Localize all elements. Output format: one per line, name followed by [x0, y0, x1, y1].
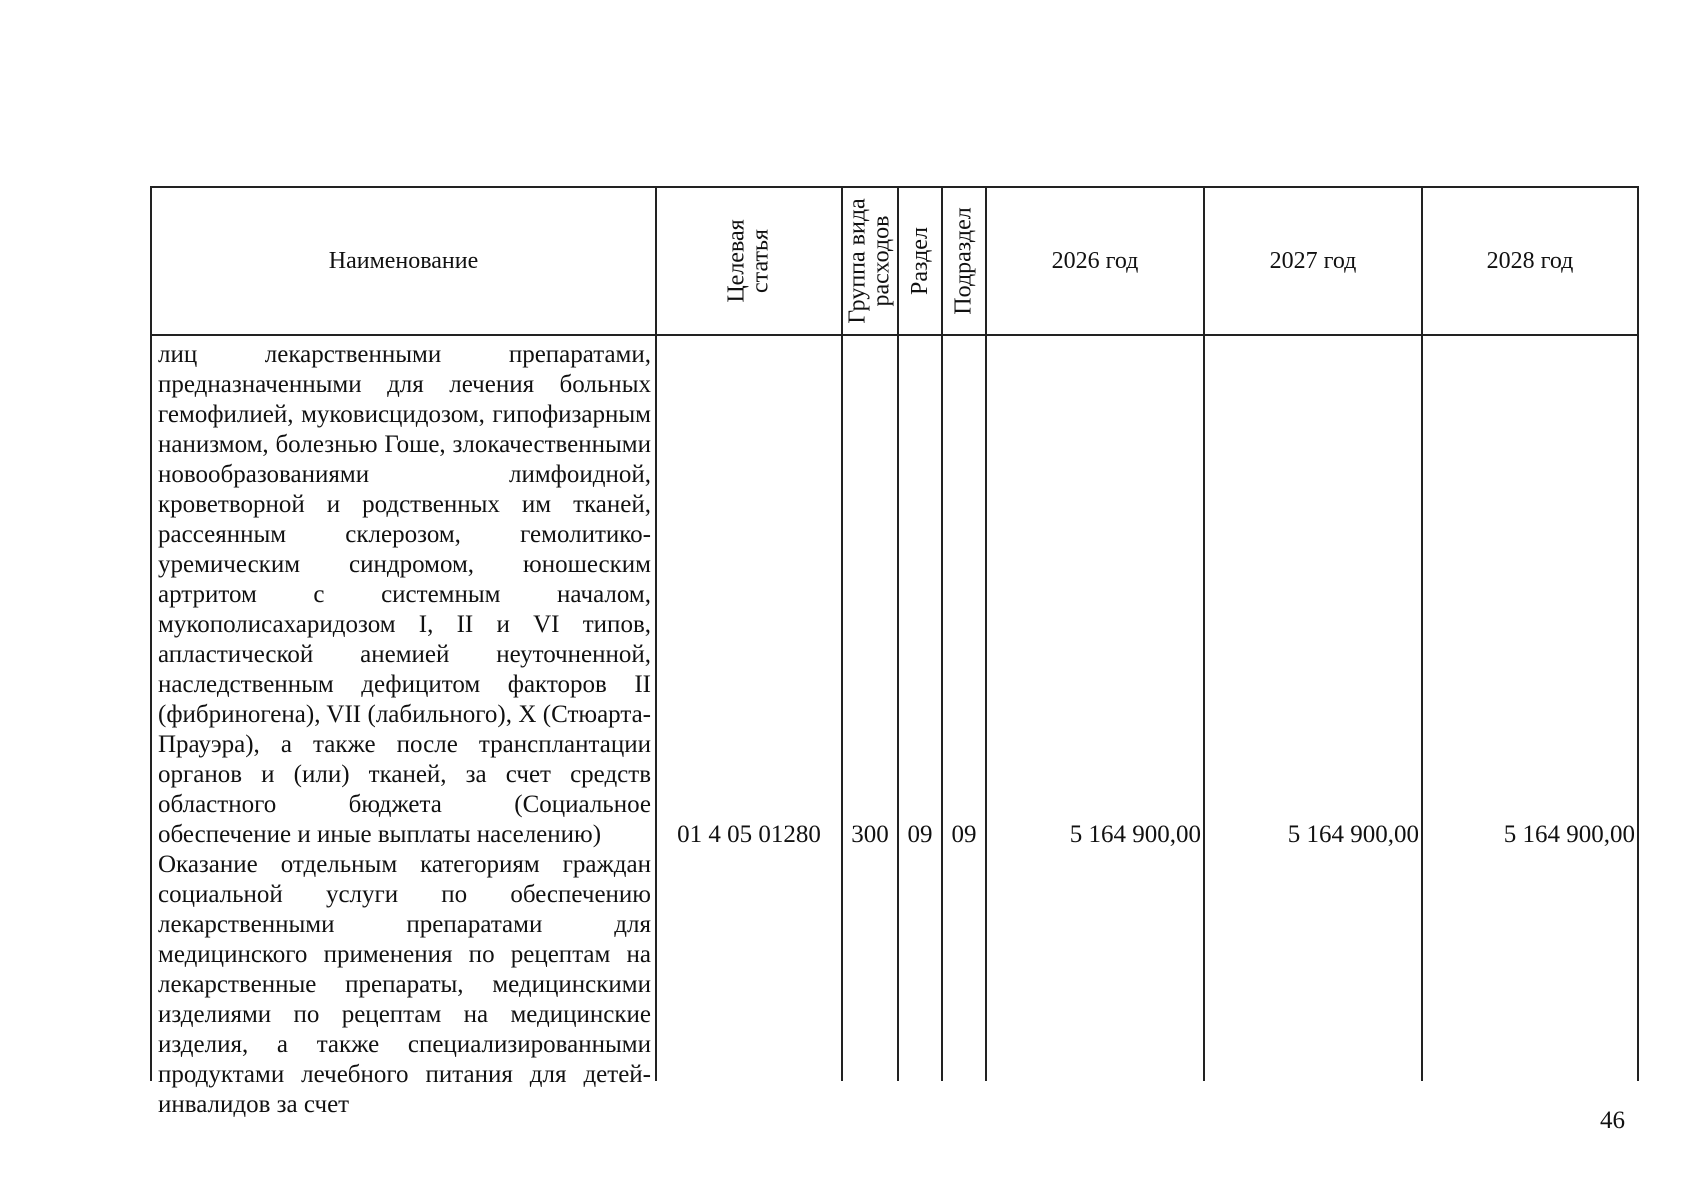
header-name-label: Наименование [328, 247, 479, 274]
page-number: 46 [1600, 1107, 1625, 1134]
header-target-article-line1: Целевая [723, 219, 750, 303]
header-target-article-label [725, 219, 773, 302]
header-expense-group-line2: расходов [869, 215, 895, 307]
header-expense-group-line1: Группа вида [845, 198, 871, 324]
row-target-article: 01 4 05 01280 [677, 821, 821, 848]
cell-description [150, 336, 655, 1118]
header-year-2027 [1203, 186, 1421, 336]
cell-amount-2027 [1203, 336, 1421, 1081]
header-section [897, 186, 941, 336]
header-year-2026 [985, 186, 1203, 336]
row-subsection: 09 [951, 821, 977, 848]
header-year-2028 [1421, 186, 1639, 336]
header-target-article [655, 186, 841, 336]
row-section: 09 [907, 821, 933, 848]
cell-amount-2028 [1421, 336, 1639, 1081]
cell-subsection [941, 336, 985, 1081]
header-year-2027-label: 2027 год [1269, 247, 1357, 274]
header-expense-group [841, 186, 897, 336]
header-section-label: Раздел [907, 227, 934, 295]
header-subsection [941, 186, 985, 336]
header-year-2028-label: 2028 год [1486, 247, 1574, 274]
row-description: лиц лекарственными препаратами, предназначенными для лечения больных гемофилией, муковисцидозом, гипофизарным нанизмом, болезнью Гоше, злокачественными новообразованиями лимфоидной, кроветворной и родственных им тканей, рассеянным склерозом, гемолитико-уремическим синдромом, юношеским артритом с системным началом, мукополисахаридозом I, II и VI типов, апластической анемией неуточненной, наследственным дефицитом факторов II (фибриногена), VII (лабильного), X (Стюарта-Прауэра), а также после трансплантации органов и (или) тканей, за счет средств областного бюджета (Социальное обеспечение и иные выплаты населению) Оказание отдельным категориям граждан социальной услуги по обеспечению лекарственными препаратами для медицинского применения по рецептам на лекарственные препараты, медицинскими изделиями по рецептам на медицинские изделия, а также специализированными продуктами лечебного питания для детей-инвалидов за счет [158, 341, 651, 1118]
row-expense-group: 300 [851, 821, 889, 848]
header-subsection-label: Подраздел [951, 207, 978, 315]
row-amount-2028: 5 164 900,00 [1503, 821, 1635, 848]
budget-table [150, 186, 1639, 1118]
cell-target-article [655, 336, 841, 1081]
header-name [150, 186, 655, 336]
header-expense-group-label [846, 198, 894, 323]
row-amount-2026: 5 164 900,00 [1069, 821, 1201, 848]
row-amount-2027: 5 164 900,00 [1287, 821, 1419, 848]
cell-amount-2026 [985, 336, 1203, 1081]
cell-expense-group [841, 336, 897, 1081]
header-year-2026-label: 2026 год [1051, 247, 1139, 274]
cell-section [897, 336, 941, 1081]
header-target-article-line2: статья [747, 229, 774, 293]
